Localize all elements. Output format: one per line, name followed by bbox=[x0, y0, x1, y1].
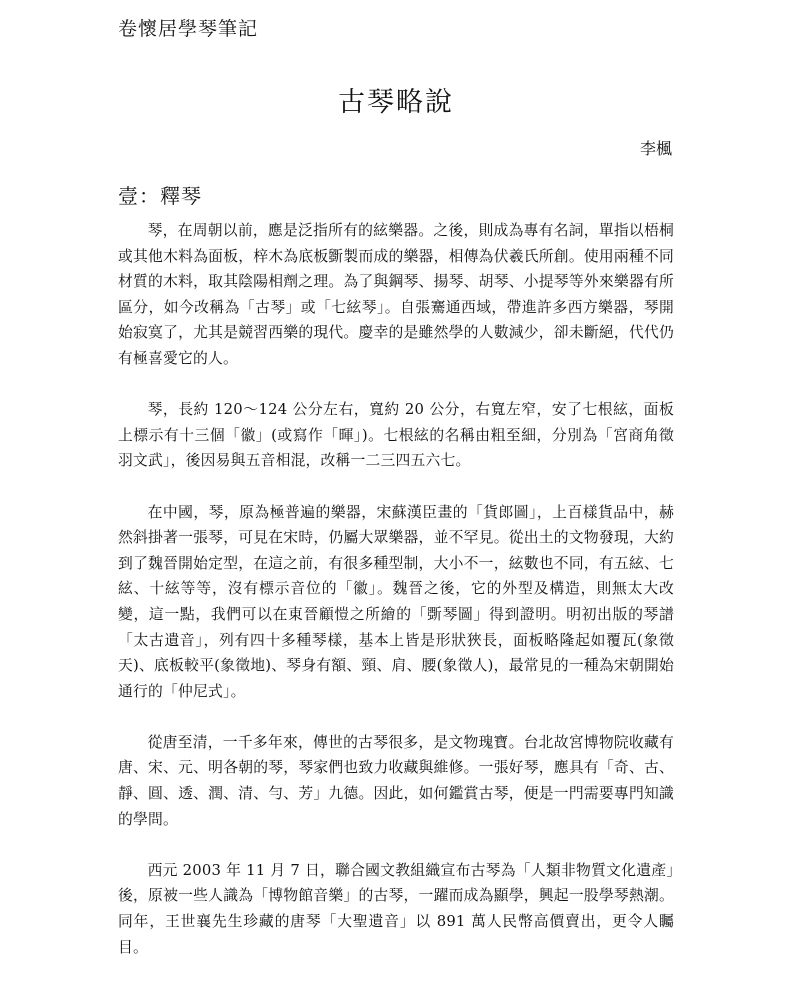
author-name: 李楓 bbox=[639, 139, 672, 158]
paragraph: 西元 2003 年 11 月 7 日，聯合國文教組織宣布古琴為「人類非物質文化遺產」後，原被一些人識為「博物館音樂」的古琴，一躍而成為顯學，興起一股學琴熱潮。同年，王世襄先生珍藏的唐琴「大聖遺音」以 891 萬人民幣高價賣出，更令人矚目。 bbox=[118, 861, 674, 956]
paragraph: 在中國，琴，原為極普遍的樂器，宋蘇漢臣畫的「貨郎圖」，上百樣貨品中，赫然斜掛著一張琴，可見在宋時，仍屬大眾樂器，並不罕見。從出土的文物發現，大約到了魏晉開始定型，在這之前，有很多種型制，大小不一，絃數也不同，有五絃、七絃、十絃等等，沒有標示音位的「徽」。魏晉之後，它的外型及構造，則無太大改變，這一點，我們可以在東晉顧愷之所繪的「斲琴圖」得到證明。明初出版的琴譜「太古遺音」，列有四十多種琴樣，基本上皆是形狀狹長，面板略隆起如覆瓦(象徵天)、底板較平(象徵地)、琴身有額、頸、肩、腰(象徵人)，最常見的一種為宋朝開始通行的「仲尼式」。 bbox=[118, 503, 674, 700]
paragraph: 從唐至清，一千多年來，傳世的古琴很多，是文物瑰寶。台北故宮博物院收藏有唐、宋、元、明各朝的琴，琴家們也致力收藏與維修。一張好琴，應具有「奇、古、靜、圓、透、潤、清、勻、芳」九德。因此，如何鑑賞古琴，便是一門需要專門知識的學問。 bbox=[118, 733, 674, 828]
body-text bbox=[118, 218, 674, 986]
paragraph: 琴，在周朝以前，應是泛指所有的絃樂器。之後，則成為專有名詞，單指以梧桐或其他木料為面板，梓木為底板斵製而成的樂器，相傳為伏羲氏所創。使用兩種不同材質的木料，取其陰陽相劑之理。為了與鋼琴、揚琴、胡琴、小提琴等外來樂器有所區分，如今改稱為「古琴」或「七絃琴」。自張騫通西域，帶進許多西方樂器，琴開始寂寞了，尤其是競習西樂的現代。慶幸的是雖然學的人數減少，卻未斷絕，代代仍有極喜愛它的人。 bbox=[118, 222, 674, 367]
section-heading: 壹：釋琴 bbox=[118, 184, 202, 208]
paragraph: 琴，長約 120～124 公分左右，寬約 20 公分，右寬左窄，安了七根絃，面板上標示有十三個「徽」(或寫作「暉」)。七根絃的名稱由粗至細，分別為「宮商角徵羽文武」，後因易與五音相混，改稱一二三四五六七。 bbox=[118, 401, 674, 470]
running-header: 卷懷居學琴筆記 bbox=[118, 18, 259, 40]
document-title: 古琴略說 bbox=[338, 87, 454, 118]
